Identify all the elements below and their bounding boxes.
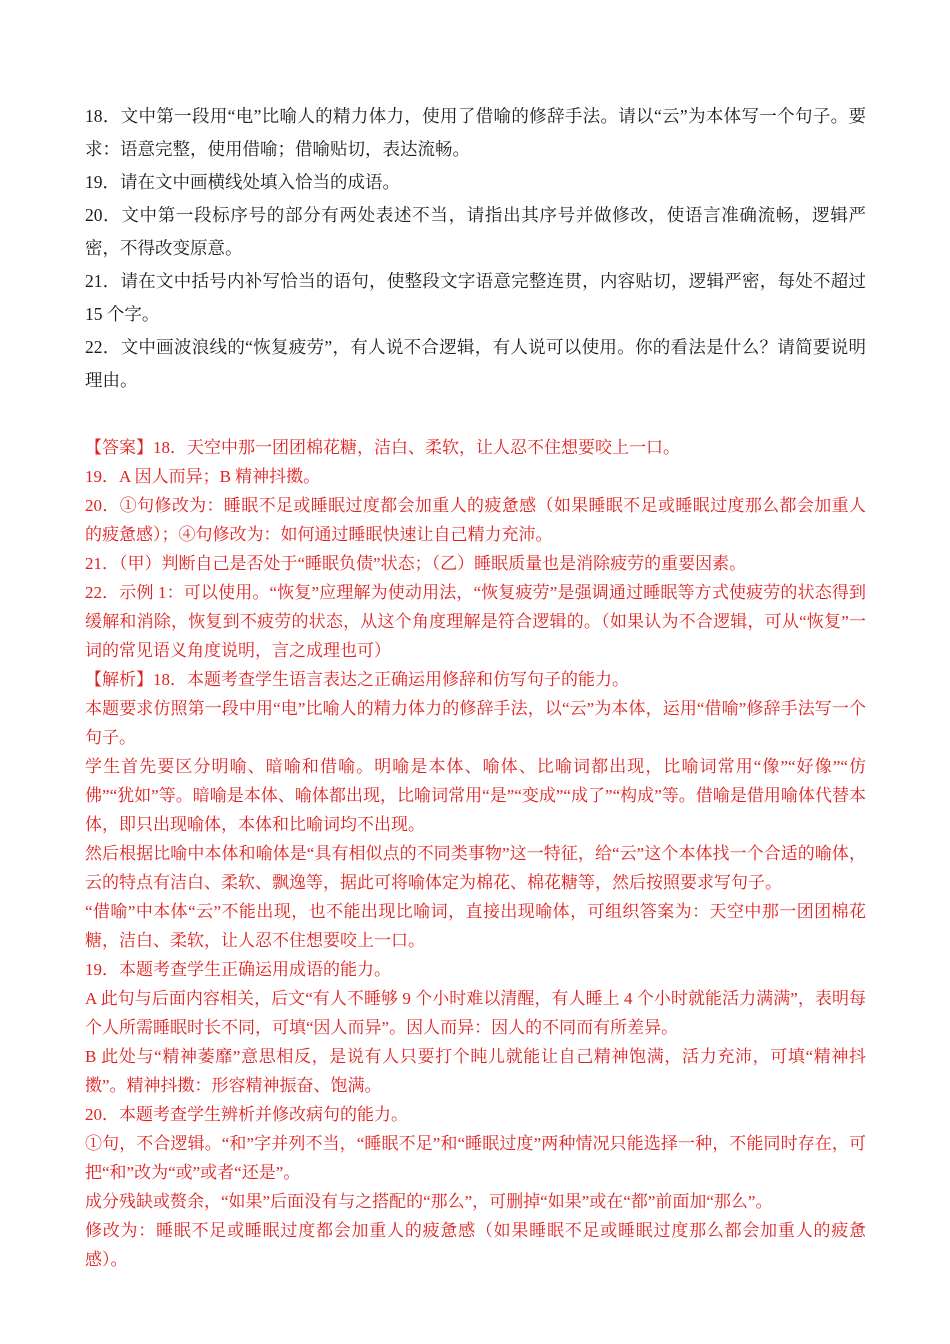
question-19: 19．请在文中画横线处填入恰当的成语。 — [85, 172, 400, 192]
question-18: 18．文中第一段用“电”比喻人的精力体力，使用了借喻的修辞手法。请以“云”为本体写一个句子。要求：语意完整，使用借喻；借喻贴切，表达流畅。 — [85, 106, 866, 159]
answer-line-21: 21．（甲）判断自己是否处于“睡眠负债”状态；（乙）睡眠质量也是消除疲劳的重要因素。 — [85, 554, 747, 573]
answer-18-text: 18．天空中那一团团棉花糖，洁白、柔软，让人忍不住想要咬上一口。 — [153, 438, 680, 457]
answers-label: 【答案】 — [85, 438, 153, 457]
analysis-paragraph: B 此处与“精神萎靡”意思相反，是说有人只要打个盹儿就能让自己精神饱满，活力充沛，可填“精神抖擞”。精神抖擞：形容精神振奋、饱满。 — [85, 1047, 866, 1095]
answer-line-20: 20．①句修改为：睡眠不足或睡眠过度都会加重人的疲惫感（如果睡眠不足或睡眠过度那么都会加重人的疲惫感）；④句修改为：如何通过睡眠快速让自己精力充沛。 — [85, 496, 866, 544]
answer-analysis-section — [85, 433, 866, 1274]
analysis-paragraph: 然后根据比喻中本体和喻体是“具有相似点的不同类事物”这一特征，给“云”这个本体找一个合适的喻体，云的特点有洁白、柔软、飘逸等，据此可将喻体定为棉花、棉花糖等，然后按照要求写句子。 — [85, 844, 866, 892]
analysis-paragraph: 成分残缺或赘余，“如果”后面没有与之搭配的“那么”，可删掉“如果”或在“都”前面加“那么”。 — [85, 1192, 773, 1211]
analysis-paragraph: 学生首先要区分明喻、暗喻和借喻。明喻是本体、喻体、比喻词都出现，比喻词常用“像”“好像”“仿佛”“犹如”等。暗喻是本体、喻体都出现，比喻词常用“是”“变成”“成了”“构成”等。借喻是借用喻体代替本体，即只出现喻体，本体和比喻词均不出现。 — [85, 757, 866, 834]
analysis-line-19: 19．本题考查学生正确运用成语的能力。 — [85, 960, 391, 979]
question-section — [85, 100, 866, 397]
analysis-line-20: 20．本题考查学生辨析并修改病句的能力。 — [85, 1105, 408, 1124]
analysis-paragraph: 修改为：睡眠不足或睡眠过度都会加重人的疲惫感（如果睡眠不足或睡眠过度那么都会加重人的疲惫感）。 — [85, 1221, 866, 1269]
question-21: 21．请在文中括号内补写恰当的语句，使整段文字语意完整连贯，内容贴切，逻辑严密，每处不超过 15 个字。 — [85, 271, 866, 324]
question-20: 20．文中第一段标序号的部分有两处表述不当，请指出其序号并做修改，使语言准确流畅，逻辑严密，不得改变原意。 — [85, 205, 866, 258]
answer-line-19: 19．A 因人而异；B 精神抖擞。 — [85, 467, 321, 486]
analysis-label: 【解析】 — [85, 670, 153, 689]
answer-line-18 — [85, 433, 866, 462]
analysis-line-18 — [85, 665, 866, 694]
analysis-18-text: 18．本题考查学生语言表达之正确运用修辞和仿写句子的能力。 — [153, 670, 629, 689]
analysis-paragraph: “借喻”中本体“云”不能出现，也不能出现比喻词，直接出现喻体，可组织答案为：天空中那一团团棉花糖，洁白、柔软，让人忍不住想要咬上一口。 — [85, 902, 866, 950]
question-22: 22．文中画波浪线的“恢复疲劳”，有人说不合逻辑，有人说可以使用。你的看法是什么？请简要说明理由。 — [85, 337, 866, 390]
answer-line-22: 22．示例 1：可以使用。“恢复”应理解为使动用法，“恢复疲劳”是强调通过睡眠等方式使疲劳的状态得到缓解和消除，恢复到不疲劳的状态，从这个角度理解是符合逻辑的。（如果认为不合逻辑，可从“恢复”一词的常见语义角度说明，言之成理也可） — [85, 583, 866, 660]
analysis-paragraph: A 此句与后面内容相关，后文“有人不睡够 9 个小时难以清醒，有人睡上 4 个小时就能活力满满”，表明每个人所需睡眠时长不同，可填“因人而异”。因人而异：因人的不同而有所差异。 — [85, 989, 866, 1037]
analysis-paragraph: 本题要求仿照第一段中用“电”比喻人的精力体力的修辞手法，以“云”为本体，运用“借喻”修辞手法写一个句子。 — [85, 699, 866, 747]
analysis-paragraph: ①句，不合逻辑。“和”字并列不当，“睡眠不足”和“睡眠过度”两种情况只能选择一种，不能同时存在，可把“和”改为“或”或者“还是”。 — [85, 1134, 866, 1182]
